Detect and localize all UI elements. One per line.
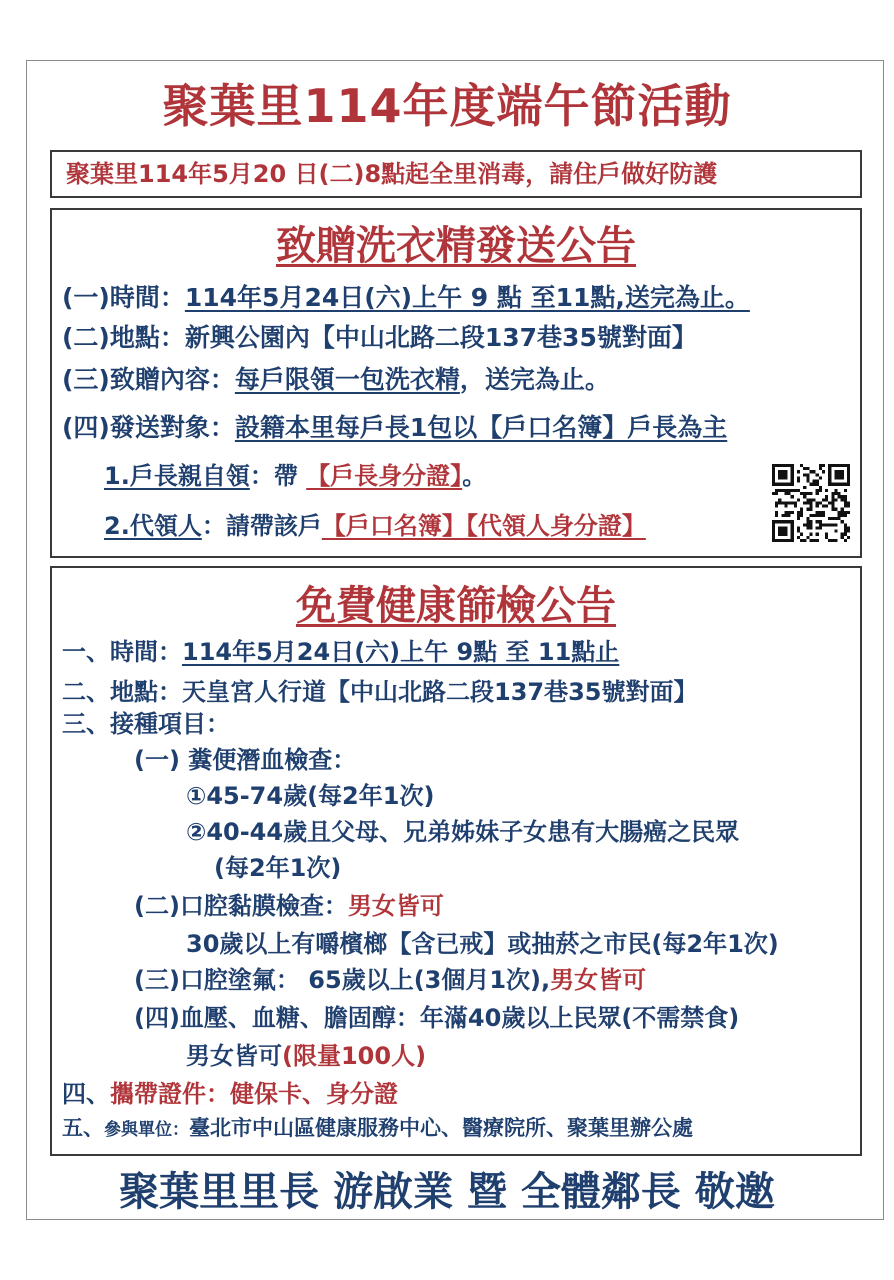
- blood-test-limit: 男女皆可(限量100人): [186, 1042, 427, 1070]
- fluoride-item: (三)口腔塗氟： 65歲以上(3個月1次),男女皆可: [134, 966, 647, 994]
- oral-mucosa-title: (二)口腔黏膜檢查：男女皆可: [134, 892, 444, 920]
- fobt-item-2: ②40-44歲且父母、兄弟姊妹子女患有大腸癌之民眾: [186, 818, 740, 846]
- blood-test-item: (四)血壓、血糖、膽固醇：年滿40歲以上民眾(不需禁食): [134, 1004, 740, 1032]
- detergent-self-pickup: 1.戶長親自領：帶 【戶長身分證】。: [104, 462, 487, 490]
- documents-to-bring: 四、攜帶證件：健保卡、身分證: [62, 1080, 398, 1108]
- screening-place: 二、地點：天皇宮人行道【中山北路二段137巷35號對面】: [62, 678, 698, 706]
- disinfection-notice: 聚葉里114年5月20 日(二)8點起全里消毒，請住戶做好防護: [50, 150, 862, 198]
- screening-items-label: 三、接種項目：: [62, 710, 230, 738]
- detergent-time: (一)時間：114年5月24日(六)上午 9 點 至11點,送完為止。: [62, 283, 750, 312]
- signature: 聚葉里里長 游啟業 暨 全體鄰長 敬邀: [119, 1169, 775, 1215]
- oral-mucosa-desc: 30歲以上有嚼檳榔【含已戒】或抽菸之市民(每2年1次): [186, 930, 779, 958]
- detergent-place: (二)地點：新興公園內【中山北路二段137巷35號對面】: [62, 323, 697, 352]
- detergent-proxy-pickup: 2.代領人：請帶該戶【戶口名簿】【代領人身分證】: [104, 512, 646, 540]
- screening-heading: 免費健康篩檢公告: [296, 583, 616, 629]
- fobt-item-2-frequency: (每2年1次): [214, 854, 342, 882]
- fobt-title: (一) 糞便潛血檢查：: [134, 746, 357, 774]
- detergent-heading: 致贈洗衣精發送公告: [276, 223, 636, 269]
- participating-units: 五、參與單位：臺北市中山區健康服務中心、醫療院所、聚葉里辦公處: [62, 1116, 693, 1140]
- detergent-content: (三)致贈內容：每戶限領一包洗衣精，送完為止。: [62, 365, 610, 394]
- page-title: 聚葉里114年度端午節活動: [162, 79, 732, 133]
- screening-time: 一、時間：114年5月24日(六)上午 9點 至 11點止: [62, 638, 620, 666]
- qr-code[interactable]: [772, 464, 850, 542]
- detergent-target: (四)發送對象：設籍本里每戶長1包以【戶口名簿】戶長為主: [62, 413, 728, 442]
- fobt-item-1: ①45-74歲(每2年1次): [186, 782, 435, 810]
